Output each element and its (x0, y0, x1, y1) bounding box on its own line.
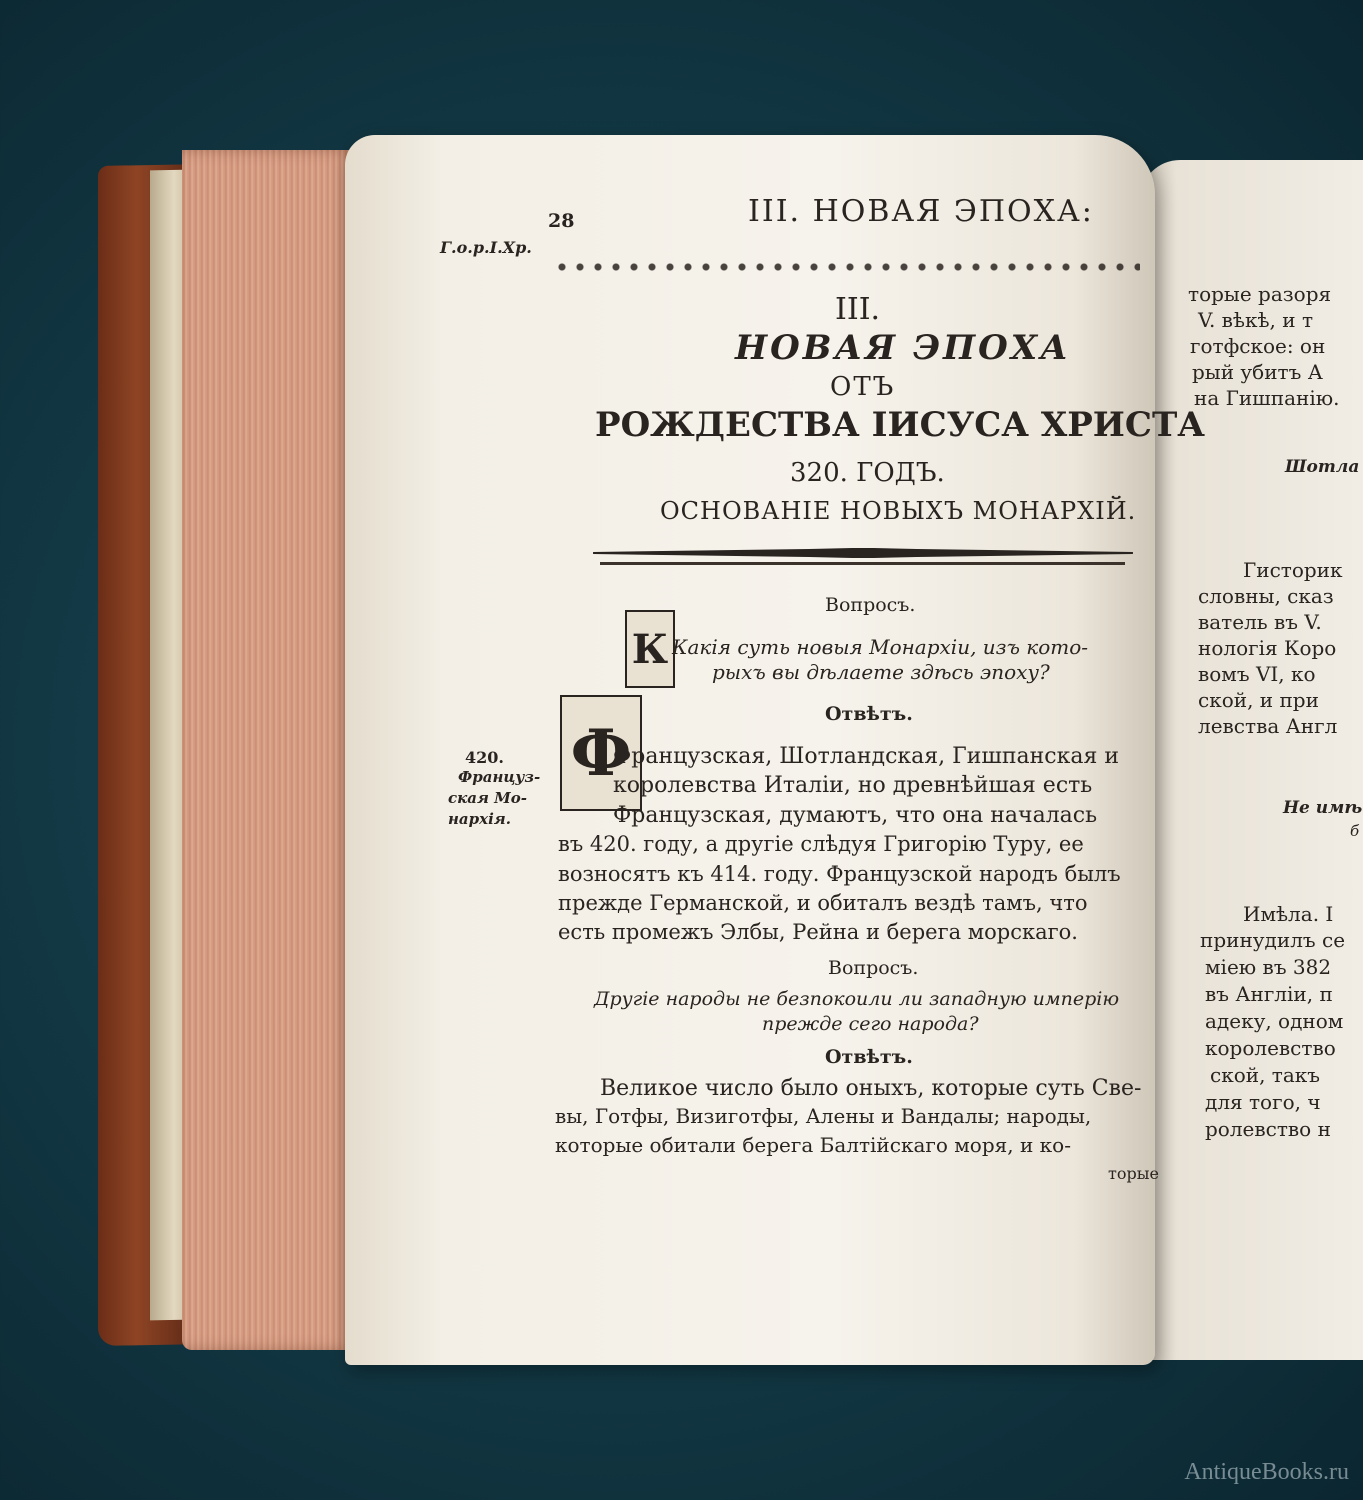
right-line: адеку, одном (1205, 1009, 1344, 1033)
answer-2-line-1: Великое число было оныхъ, которые суть Све- (600, 1076, 1142, 1101)
question-2-line-2: прежде сего народа? (762, 1013, 979, 1035)
answer-1-line-6: прежде Германской, и обиталъ вездѣ тамъ, что (558, 891, 1088, 915)
running-title: III. НОВАЯ ЭПОХА: (748, 194, 1094, 229)
right-line: въ Англіи, п (1205, 982, 1333, 1006)
question-2-label: Вопросъ. (828, 957, 919, 979)
margin-note-line-2: Француз- (458, 768, 541, 786)
answer-2-label: Отвѣтъ. (825, 1046, 913, 1068)
answer-1-line-2: королевства Италіи, но древнѣйшая есть (613, 773, 1093, 798)
chapter-heading: ОСНОВАНІЕ НОВЫХЪ МОНАРХІЙ. (660, 497, 1137, 525)
question-1-line-2: рыхъ вы дѣлаете здѣсь эпоху? (712, 660, 1050, 684)
answer-1-line-4: въ 420. году, а другіе слѣдуя Григорію Туру, ее (558, 832, 1084, 856)
decorated-initial-k: К (625, 610, 675, 688)
chapter-from: ОТЪ (830, 372, 896, 402)
answer-1-line-5: возносятъ къ 414. году. Французской народъ былъ (558, 862, 1121, 886)
margin-year-label: Г.о.р.І.Хр. (440, 238, 532, 257)
decorated-initial-f: Ф (560, 695, 642, 811)
margin-note-line-4: нархія. (448, 810, 511, 828)
answer-2-line-2: вы, Готфы, Визиготфы, Алены и Вандалы; народы, (555, 1104, 1092, 1128)
right-line: левства Англ (1198, 714, 1338, 738)
right-line: вомъ VI, ко (1198, 662, 1316, 686)
right-heading-2: Не имѣ (1283, 798, 1363, 818)
chapter-year: 320. ГОДЪ. (790, 458, 945, 488)
right-line: V. вѣкѣ, и т (1198, 308, 1314, 332)
answer-1-label: Отвѣтъ. (825, 703, 913, 725)
question-1-label: Вопросъ. (825, 594, 916, 616)
answer-1-line-1: Французская, Шотландская, Гишпанская и (613, 744, 1119, 769)
right-line: на Гишпанію. (1194, 386, 1340, 410)
ornament-band (555, 256, 1140, 278)
right-line: ролевство н (1205, 1117, 1331, 1141)
catchword: торые (1108, 1164, 1159, 1183)
right-line: ватель въ V. (1198, 610, 1322, 634)
right-line: королевство (1205, 1036, 1336, 1060)
right-page-text-clip (1150, 160, 1363, 1360)
right-line: міею въ 382 (1205, 955, 1332, 979)
right-heading-2b: б (1350, 822, 1360, 840)
chapter-title: НОВАЯ ЭПОХА (735, 328, 1071, 368)
right-line: Имѣла. І (1243, 902, 1334, 926)
right-line: торые разоря (1188, 282, 1332, 306)
right-line: принудилъ се (1200, 928, 1346, 952)
watermark: AntiqueBooks.ru (1184, 1459, 1349, 1485)
margin-note-line-3: ская Мо- (448, 789, 527, 807)
chapter-numeral: III. (835, 292, 881, 327)
decorative-rule-thin (600, 562, 1125, 565)
right-line: ской, такъ (1210, 1063, 1320, 1087)
right-heading-1: Шотла (1285, 457, 1360, 477)
right-line: для того, ч (1205, 1090, 1321, 1114)
page-block-edges (182, 150, 352, 1350)
question-2-line-1: Другіе народы не безпокоили ли западную имперію (594, 988, 1120, 1010)
question-1-line-1: Какія суть новыя Монархіи, изъ кото- (672, 635, 1089, 659)
chapter-subtitle: РОЖДЕСТВА ІИСУСА ХРИСТА (595, 405, 1205, 445)
right-line: рый убитъ А (1192, 360, 1323, 384)
right-line: нологія Коро (1198, 636, 1337, 660)
right-line: ской, и при (1198, 688, 1319, 712)
answer-2-line-3: которые обитали берега Балтійскаго моря, и ко- (555, 1133, 1071, 1157)
right-line: Гисторик (1243, 558, 1343, 582)
right-line: готфское: он (1190, 334, 1326, 358)
margin-note-line-1: 420. (465, 748, 504, 767)
right-line: словны, сказ (1198, 584, 1334, 608)
page-number: 28 (548, 210, 575, 232)
answer-1-line-7: есть промежъ Элбы, Рейна и берега морскаго. (558, 920, 1078, 944)
answer-1-line-3: Французская, думаютъ, что она началась (613, 803, 1098, 828)
